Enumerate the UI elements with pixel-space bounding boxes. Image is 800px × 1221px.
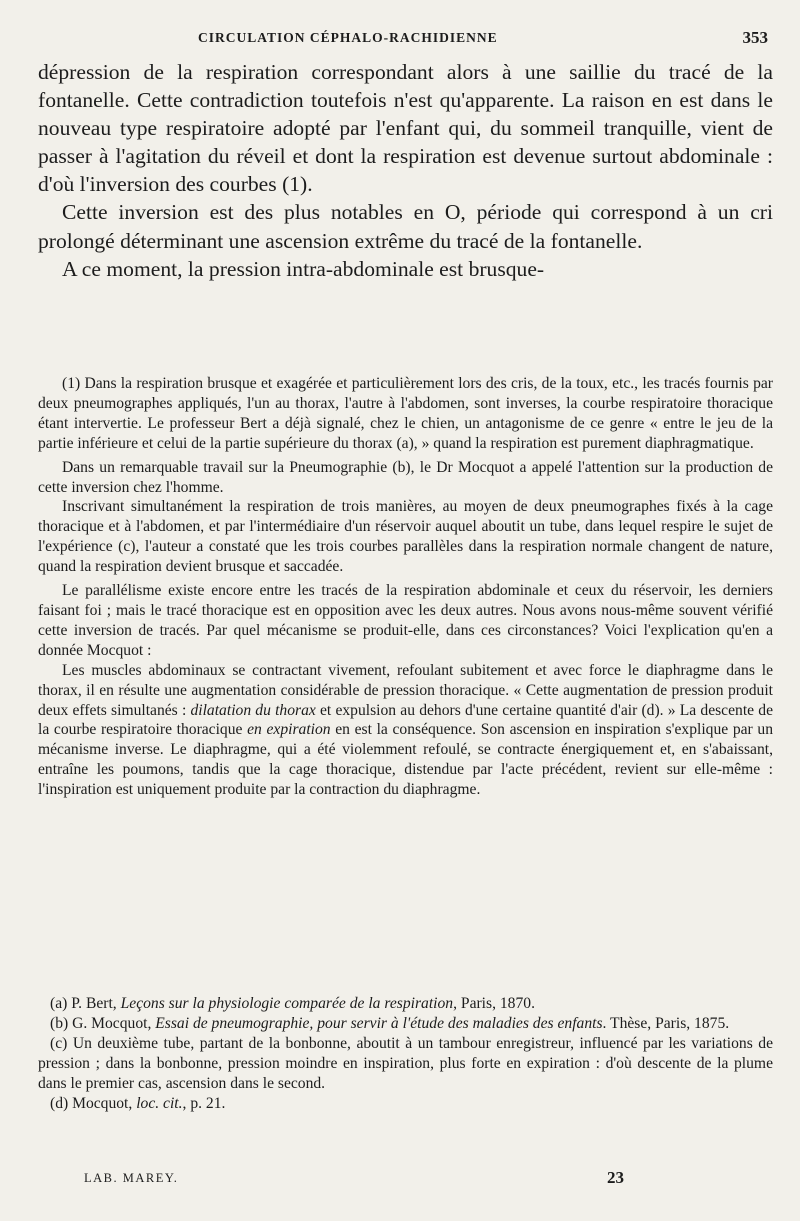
paragraph-3: A ce moment, la pression intra-abdominale est brusque- (62, 256, 545, 281)
footnote-paragraph-2-text-b: , le Dr Mocquot a appelé l'attention sur la production de cette inversion chez l'homme. (38, 458, 773, 496)
signature-mark: 23 (607, 1168, 624, 1187)
reference-c: (c) Un deuxième tube, partant de la bonbonne, aboutit à un tambour enregistreur, influencé par les variations de pression ; dans la bonbonne, pression moindre en inspiration, plus forte en expiration : d'où descente de la plume dans le premier cas, ascension dans le second. (38, 1034, 773, 1092)
reference-b-label: (b) G. Mocquot, (50, 1014, 156, 1032)
reference-a-title: Leçons sur la physiologie comparée de la respiration (120, 995, 454, 1012)
reference-b-title: Essai de pneumographie, pour servir à l'étude des maladies des enfants (155, 1014, 603, 1032)
reference-a-rest: , Paris, 1870. (453, 995, 535, 1012)
footnote-paragraph-2 (38, 458, 773, 498)
reference-a-label: (a) P. Bert, (50, 995, 121, 1012)
page-number: 353 (742, 28, 768, 47)
footnote-1-text-a: (1) Dans la respiration brusque et exagérée et particulièrement lors des cris, de la toux, etc., les tracés fournis par deux pneumographes appliqués, l'un au thorax, l'autre à l'abdomen, sont inverses, la courbe respiratoire thoracique étant intervertie. Le professeur Bert a déjà signalé, chez le chien, un antagonisme de ce genre « entre le jeu de la partie inférieure et celui de la partie supérieure du thorax (38, 375, 773, 452)
main-text (38, 58, 773, 283)
footnote-block (38, 374, 773, 800)
reference-d-rest: , p. 21. (182, 1094, 226, 1112)
footnote-paragraph-2-text-a: Dans un remarquable travail sur la Pneumographie (62, 458, 393, 476)
footnote-paragraph-5-italic-2: en expiration (247, 721, 331, 739)
page-header (38, 28, 768, 52)
footnote-paragraph-2-ref: (b) (392, 458, 411, 476)
reference-b (38, 1014, 773, 1034)
reference-d-label: (d) Mocquot, (50, 1094, 137, 1112)
footnote-paragraph-5 (38, 661, 773, 800)
reference-d-title: loc. cit. (136, 1094, 183, 1112)
footnote-paragraph-5-italic-1: dilatation du thorax (190, 701, 316, 719)
page-footer (84, 1168, 624, 1190)
reference-b-rest: . Thèse, Paris, 1875. (602, 1014, 730, 1032)
footnote-1-ref: (a) (396, 434, 414, 452)
footer-imprint: LAB. MAREY. (84, 1171, 179, 1185)
footnote-paragraph-3: Inscrivant simultanément la respiration de trois manières, au moyen de deux pneumographes fixés à la cage thoracique et à l'abdomen, et par l'intermédiaire d'un réservoir auquel aboutit un tube, dans lequel respire le sujet de l'expérience (c), l'auteur a constaté que les trois courbes parallèles dans la respiration normale changent de nature, quand la respiration devient brusque et saccadée. (38, 498, 773, 576)
footnote-1 (38, 374, 773, 454)
footnote-paragraph-5-text-b: et expulsion au dehors d'une certaine quantité d'air (315, 701, 642, 719)
paragraph-2: Cette inversion est des plus notables en O, période qui correspond à un cri prolongé déterminant une ascension extrême du tracé de la fontanelle. (38, 200, 773, 253)
references-block (38, 994, 773, 1113)
footnote-1-text-b: , » quand la respiration est purement diaphragmatique. (413, 434, 754, 452)
reference-d (38, 1094, 773, 1114)
paragraph-1: dépression de la respiration correspondant alors à une saillie du tracé de la fontanelle. Cette contradiction toutefois n'est qu'apparente. La raison en est dans le nouveau type respiratoire adopté par l'enfant qui, du sommeil tranquille, vient de passer à l'agitation du réveil et dont la respiration est devenue surtout abdominale : d'où l'inversion des courbes (1). (38, 60, 773, 197)
reference-a (38, 994, 773, 1014)
footnote-paragraph-5-text-d: en est la conséquence. Son ascension en inspiration s'explique par un mécanisme inverse. Le diaphragme, qui a été violemment refoulé, se contracte énergiquement et, en s'abaissant, entraîne les poumons, tandis que la cage thoracique, distendue par l'acte précédent, revient sur elle-même : l'inspiration est uniquement produite par la contraction du diaphragme. (38, 721, 773, 799)
footnote-paragraph-4: Le parallélisme existe encore entre les tracés de la respiration abdominale et ceux du réservoir, les derniers faisant foi ; mais le tracé thoracique est en opposition avec les deux autres. Nous avons nous-même souvent vérifié cette inversion de tracés. Par quel mécanisme se produit-elle, dans ces circonstances? Voici l'explication qu'en a donnée Mocquot : (38, 582, 773, 659)
footnote-paragraph-5-text-c: . » La descente de la courbe respiratoire thoracique (38, 701, 773, 739)
running-title: CIRCULATION CÉPHALO-RACHIDIENNE (198, 30, 498, 45)
footnote-paragraph-5-text-a: Les muscles abdominaux se contractant vivement, refoulant subitement et avec force le diaphragme dans le thorax, il en résulte une augmentation considérable de pression thoracique. « Cette augmentation de pression produit deux effets simultanés : (38, 661, 773, 719)
footnote-paragraph-5-ref: (d) (641, 701, 660, 719)
